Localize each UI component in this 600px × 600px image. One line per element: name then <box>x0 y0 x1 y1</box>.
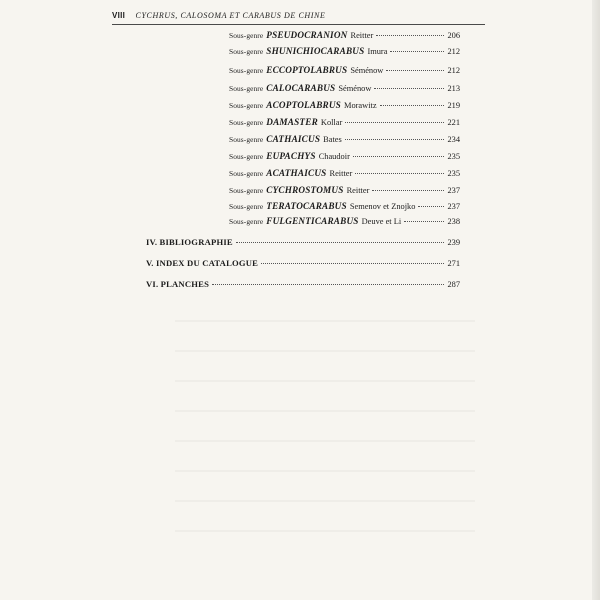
entry-author: Chaudoir <box>318 152 350 161</box>
dot-leader <box>355 173 444 174</box>
entry-prefix: Sous-genre <box>229 202 264 211</box>
dot-leader <box>418 206 444 207</box>
entry-author: Morawitz <box>344 101 377 110</box>
show-through-line <box>175 500 475 502</box>
toc-subentry <box>229 100 460 111</box>
dot-leader <box>353 156 444 157</box>
entry-genus: CALOCARABUS <box>266 83 336 93</box>
toc-subentry <box>229 46 460 57</box>
entry-prefix: Sous-genre <box>229 135 264 144</box>
show-through-line <box>175 410 475 412</box>
show-through-line <box>175 350 475 352</box>
entry-genus: EUPACHYS <box>266 151 316 161</box>
toc-subentry <box>229 185 460 196</box>
dot-leader <box>390 51 444 52</box>
toc-subentry <box>229 151 460 162</box>
entry-author: Bates <box>323 135 342 144</box>
running-title: CYCHRUS, CALOSOMA ET CARABUS DE CHINE <box>135 11 326 20</box>
show-through-line <box>175 470 475 472</box>
dot-leader <box>374 88 444 89</box>
entry-genus: ACATHAICUS <box>266 168 327 178</box>
entry-page: 234 <box>447 135 460 144</box>
entry-page: 237 <box>447 186 460 195</box>
dot-leader <box>404 221 444 222</box>
dot-leader <box>345 139 444 140</box>
running-header <box>112 11 485 25</box>
dot-leader <box>386 70 444 71</box>
dot-leader <box>345 122 444 123</box>
toc-section <box>146 279 460 290</box>
entry-author: Reitter <box>329 169 353 178</box>
entry-page: 237 <box>447 202 460 211</box>
entry-genus: ACOPTOLABRUS <box>266 100 341 110</box>
entry-prefix: Sous-genre <box>229 31 264 40</box>
toc-subentry <box>229 83 460 94</box>
toc-subentry <box>229 168 460 179</box>
entry-page: 235 <box>447 152 460 161</box>
entry-page: 212 <box>447 66 460 75</box>
entry-prefix: Sous-genre <box>229 66 264 75</box>
section-page: 271 <box>447 259 460 268</box>
toc-section <box>146 237 460 248</box>
entry-genus: ECCOPTOLABRUS <box>266 65 348 75</box>
toc-subentry <box>229 117 460 128</box>
show-through-line <box>175 380 475 382</box>
dot-leader <box>376 35 444 36</box>
entry-genus: CYCHROSTOMUS <box>266 185 344 195</box>
entry-author: Kollar <box>320 118 343 127</box>
dot-leader <box>236 242 444 243</box>
entry-genus: TERATOCARABUS <box>266 201 347 211</box>
dot-leader <box>372 190 444 191</box>
entry-genus: FULGENTICARABUS <box>266 216 359 226</box>
entry-author: Imura <box>367 47 388 56</box>
toc-subentry <box>229 134 460 145</box>
toc-section <box>146 258 460 269</box>
entry-author: Séménow <box>338 84 372 93</box>
section-page: 239 <box>447 238 460 247</box>
entry-genus: CATHAICUS <box>266 134 321 144</box>
page-edge <box>592 0 600 600</box>
section-title: VI. PLANCHES <box>146 279 210 289</box>
section-page: 287 <box>447 280 460 289</box>
entry-page: 235 <box>447 169 460 178</box>
section-title: IV. BIBLIOGRAPHIE <box>146 237 233 247</box>
toc-subentry <box>229 201 460 212</box>
header-rule <box>112 24 485 25</box>
entry-genus: DAMASTER <box>266 117 318 127</box>
toc-subentry <box>229 216 460 227</box>
toc-subentry <box>229 30 460 41</box>
entry-author: Deuve et Li <box>361 217 402 226</box>
entry-prefix: Sous-genre <box>229 84 264 93</box>
dot-leader <box>261 263 444 264</box>
show-through-line <box>175 530 475 532</box>
entry-author: Reitter <box>346 186 370 195</box>
toc-subentry <box>229 65 460 76</box>
page-number: VIII <box>112 11 126 20</box>
entry-page: 206 <box>447 31 460 40</box>
entry-page: 219 <box>447 101 460 110</box>
entry-genus: PSEUDOCRANION <box>266 30 348 40</box>
entry-prefix: Sous-genre <box>229 186 264 195</box>
section-title: V. INDEX DU CATALOGUE <box>146 258 259 268</box>
entry-page: 238 <box>447 217 460 226</box>
entry-author: Reitter <box>350 31 374 40</box>
entry-page: 213 <box>447 84 460 93</box>
entry-genus: SHUNICHIOCARABUS <box>266 46 365 56</box>
dot-leader <box>212 284 444 285</box>
show-through-line <box>175 440 475 442</box>
entry-prefix: Sous-genre <box>229 152 264 161</box>
entry-author: Semenov et Znojko <box>349 202 416 211</box>
entry-prefix: Sous-genre <box>229 47 264 56</box>
show-through-line <box>175 320 475 322</box>
dot-leader <box>380 105 444 106</box>
entry-page: 221 <box>447 118 460 127</box>
entry-author: Séménow <box>350 66 384 75</box>
entry-page: 212 <box>447 47 460 56</box>
entry-prefix: Sous-genre <box>229 101 264 110</box>
entry-prefix: Sous-genre <box>229 118 264 127</box>
entry-prefix: Sous-genre <box>229 217 264 226</box>
entry-prefix: Sous-genre <box>229 169 264 178</box>
